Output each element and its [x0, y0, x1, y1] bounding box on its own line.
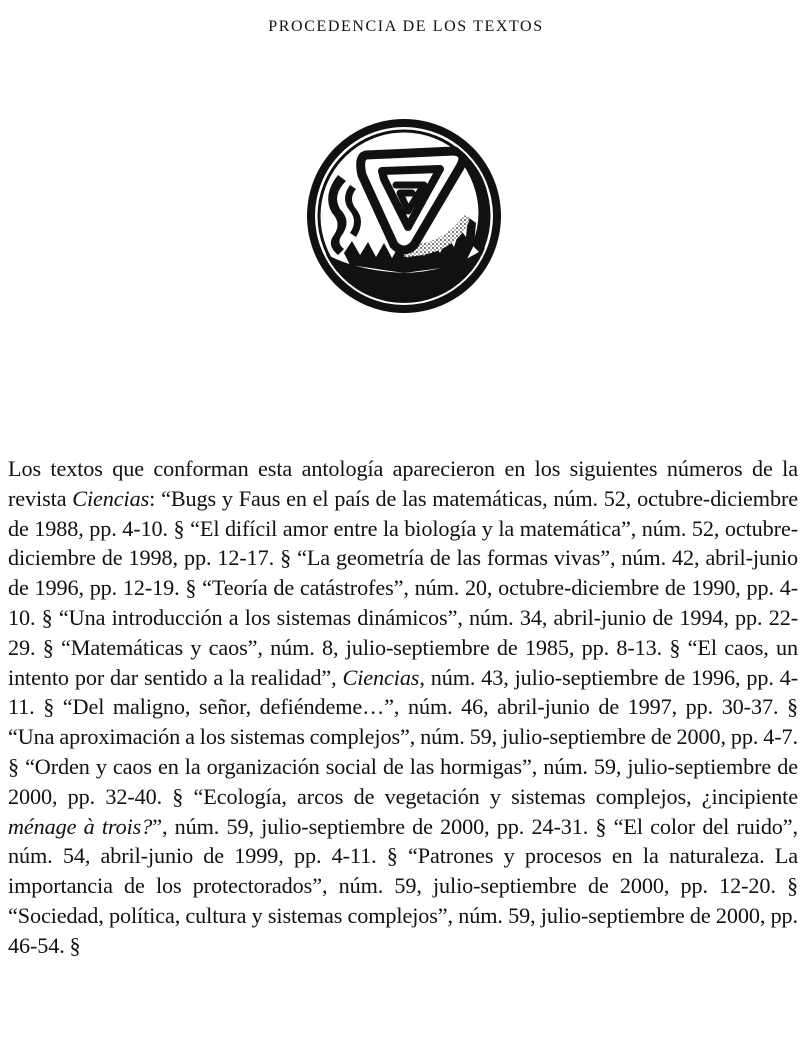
sources-paragraph: [8, 454, 798, 961]
journal-title: Ciencias: [72, 485, 150, 511]
page-heading: PROCEDENCIA DE LOS TEXTOS: [268, 18, 544, 35]
spiral-seal-icon: [304, 95, 504, 337]
text-run: ”, núm. 59, julio-septiembre de 2000, pp. 24-31. § “El color del ruido”, núm. 54, abril-junio de 1999, pp. 4-11. § “Patrones y procesos en la naturaleza. La importancia de los protectorados”, núm. 59, julio-septiembre de 2000, pp. 12-20. § “Sociedad, política, cultura y sistemas complejos”, núm. 59, julio-septiembre de 2000, pp. 46-54. §: [8, 813, 798, 958]
italic-phrase: ménage à trois?: [8, 813, 153, 839]
text-run: Los textos que conforman esta antología aparecieron en los siguientes números de la revista: [8, 456, 798, 511]
journal-title: Ciencias: [342, 664, 420, 690]
text-run: : “Bugs y Faus en el país de las matemáticas, núm. 52, octubre-diciembre de 1988, pp. 4-10. § “El difícil amor entre la biología y la matemática”, núm. 52, octubre-diciembre de 1998, pp. 12-17. § “La geometría de las formas vivas”, núm. 42, abril-junio de 1996, pp. 12-19. § “Teoría de catástrofes”, núm. 20, octubre-diciembre de 1990, pp. 4-10. § “Una introducción a los sistemas dinámicos”, núm. 34, abril-junio de 1994, pp. 22-29. § “Matemáticas y caos”, núm. 8, julio-septiembre de 1985, pp. 8-13. § “El caos, un intento por dar sentido a la realidad”,: [8, 485, 798, 690]
text-run: , núm. 43, julio-septiembre de 1996, pp. 4-11. § “Del maligno, señor, defiéndeme…”, núm. 46, abril-junio de 1997, pp. 30-37. § “Una aproximación a los sistemas complejos”, núm. 59, julio-septiembre de 2000, pp. 4-7. § “Orden y caos en la organización social de las hormigas”, núm. 59, julio-septiembre de 2000, pp. 32-40. § “Ecología, arcos de vegetación y sistemas complejos, ¿incipiente: [8, 664, 798, 809]
